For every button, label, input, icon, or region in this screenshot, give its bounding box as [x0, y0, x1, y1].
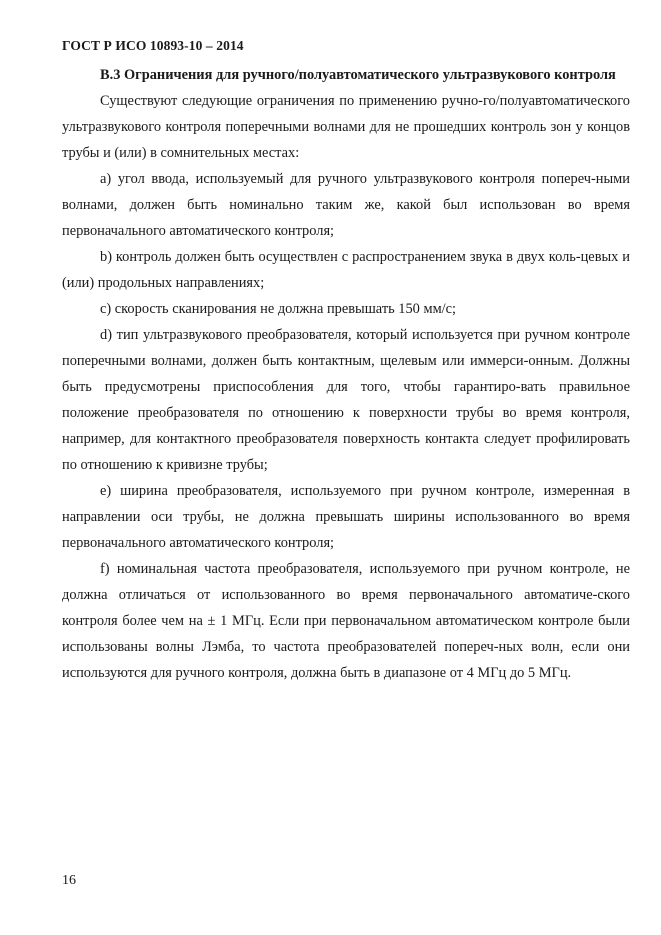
- list-item-a: a) угол ввода, используемый для ручного ультразвукового контроля попереч-ными волнами, должен быть номинально таким же, какой был использован во время первоначального автоматического контроля;: [62, 171, 630, 239]
- list-item-f: f) номинальная частота преобразователя, используемого при ручном контроле, не должна отличаться от использованного во время первоначального автоматиче-ского контроля более чем на ± 1 МГц. Если при первоначальном автоматическом контроле были использованы волны Лэмба, то частота преобразователей попереч-ных волн, если они используются для ручного контроля, должна быть в диапазоне от 4 МГц до 5 МГц.: [62, 561, 630, 681]
- document-code-header: ГОСТ Р ИСО 10893-10 – 2014: [62, 38, 244, 53]
- page-number: 16: [62, 873, 76, 888]
- list-item-b: b) контроль должен быть осуществлен с распространением звука в двух коль-цевых и (или) продольных направлениях;: [62, 249, 630, 291]
- intro-paragraph: Существуют следующие ограничения по применению ручно-го/полуавтоматического ультразвукового контроля поперечными волнами для не прошедших контроль зон у концов трубы и (или) в сомнительных местах:: [62, 93, 630, 161]
- section-title: B.3 Ограничения для ручного/полуавтоматического ультразвукового контроля: [100, 67, 616, 83]
- list-item-c: c) скорость сканирования не должна превышать 150 мм/с;: [100, 301, 457, 317]
- list-item-e: e) ширина преобразователя, используемого при ручном контроле, измеренная в направлении оси трубы, не должна превышать ширины использованного во время первоначального автоматического контроля;: [62, 483, 630, 551]
- document-body: [62, 62, 630, 686]
- list-item-d: d) тип ультразвукового преобразователя, который используется при ручном контроле поперечными волнами, должен быть контактным, щелевым или иммерси-онным. Должны быть предусмотрены приспособления для того, чтобы гарантиро-вать правильное положение преобразователя по отношению к поверхности трубы во время контроля, например, для контактного преобразователя поверхность контакта следует профилировать по отношению к кривизне трубы;: [62, 327, 630, 473]
